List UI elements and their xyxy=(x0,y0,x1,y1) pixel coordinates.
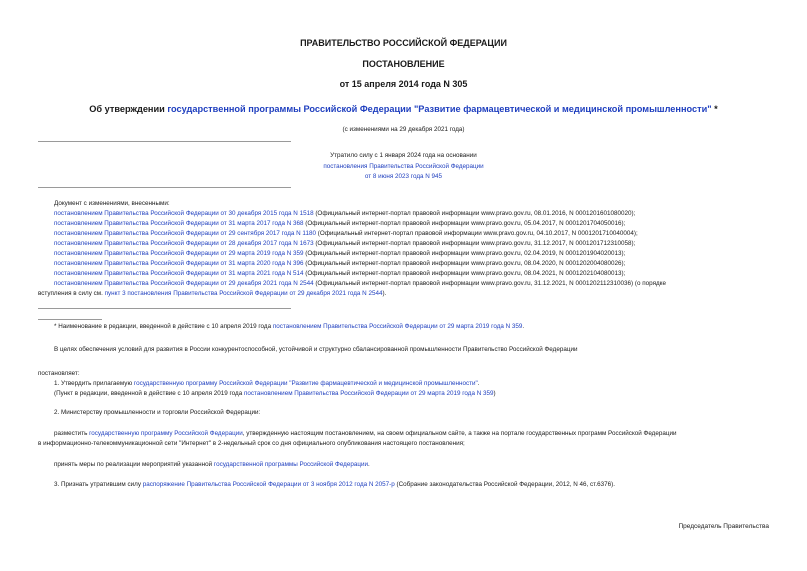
document-title xyxy=(0,104,807,114)
change-source: (Официальный интернет-портал правовой информации www.pravo.gov.ru, 31.12.2017, N 0001201712310058); xyxy=(313,240,636,247)
change-item-continuation xyxy=(38,290,386,298)
entry-into-force-link[interactable]: пункт 3 постановления Правительства Российской Федерации от 29 декабря 2021 года N 2544 xyxy=(104,290,383,297)
footnote xyxy=(54,323,524,331)
change-item xyxy=(54,280,666,288)
change-link[interactable]: постановлением Правительства Российской Федерации от 29 марта 2019 года N 359 xyxy=(54,250,304,257)
paragraph-2: 2. Министерству промышленности и торговли Российской Федерации: xyxy=(54,409,261,416)
change-link[interactable]: постановлением Правительства Российской Федерации от 31 марта 2020 года N 396 xyxy=(54,260,304,267)
paragraph-1-note xyxy=(54,390,496,398)
footnote-link[interactable]: постановлением Правительства Российской Федерации от 29 марта 2019 года N 359 xyxy=(272,323,523,330)
change-link[interactable]: постановлением Правительства Российской Федерации от 28 декабря 2017 года N 1673 xyxy=(54,240,314,247)
p2a-rest: , утвержденную настоящим постановлением, на своем официальном сайте, а также на портале государственных программ Российской Федерации xyxy=(242,430,677,437)
document-date-number: от 15 апреля 2014 года N 305 xyxy=(339,79,468,89)
preamble: В целях обеспечения условий для развития в России конкурентоспособной, устойчивой и структурно сбалансированной промышленности Правительство Российской Федерации xyxy=(54,346,578,353)
title-suffix: * xyxy=(711,104,718,114)
change-link[interactable]: постановлением Правительства Российской Федерации от 31 марта 2017 года N 368 xyxy=(54,220,304,227)
p1-note-text: (Пункт в редакции, введенной в действие с 10 апреля 2019 года xyxy=(54,390,244,397)
revision-note: (с изменениями на 29 декабря 2021 года) xyxy=(342,126,465,133)
title-program-link[interactable]: государственной программы Российской Федерации "Развитие фармацевтической и медицинской промышленности" xyxy=(167,104,712,114)
p2b-text: принять меры по реализации мероприятий указанной xyxy=(54,461,214,468)
p1-end: . xyxy=(477,380,480,387)
footnote-divider xyxy=(38,319,102,320)
document-type: ПОСТАНОВЛЕНИЕ xyxy=(362,59,445,69)
change-item xyxy=(54,260,625,268)
divider xyxy=(38,141,291,142)
change-source: (Официальный интернет-портал правовой информации www.pravo.gov.ru, 31.12.2021, N 0001202112310036) (о порядке xyxy=(313,280,666,287)
p3-rest: (Собрание законодательства Российской Федерации, 2012, N 46, ст.6376). xyxy=(394,481,615,488)
issuer-heading: ПРАВИТЕЛЬСТВО РОССИЙСКОЙ ФЕДЕРАЦИИ xyxy=(300,38,507,48)
continuation-end: ). xyxy=(382,290,387,297)
change-source: (Официальный интернет-портал правовой информации www.pravo.gov.ru, 05.04.2017, N 0001201704050016); xyxy=(303,220,626,227)
title-prefix: Об утверждении xyxy=(89,104,168,114)
p2b-program-link[interactable]: государственной программы Российской Федерации xyxy=(213,461,369,468)
p2a-program-link[interactable]: государственную программу Российской Федерации xyxy=(89,430,243,437)
p1-text: 1. Утвердить прилагаемую xyxy=(54,380,134,387)
change-source: (Официальный интернет-портал правовой информации www.pravo.gov.ru, 08.04.2020, N 0001202004080026); xyxy=(303,260,626,267)
expired-link-date[interactable]: от 8 июня 2023 года N 945 xyxy=(364,173,443,180)
change-item xyxy=(54,240,635,248)
p2b-end: . xyxy=(368,461,370,468)
p3-text: 3. Признать утратившим силу xyxy=(54,481,143,488)
paragraph-2a-continuation: в информационно-телекоммуникационной сети "Интернет" в 2-недельный срок со дня официального опубликования настоящего постановления; xyxy=(38,440,465,447)
change-item xyxy=(54,220,625,228)
paragraph-2a xyxy=(54,430,677,438)
change-item xyxy=(54,250,625,258)
change-link[interactable]: постановлением Правительства Российской Федерации от 30 декабря 2015 года N 1518 xyxy=(54,210,314,217)
change-source: (Официальный интернет-портал правовой информации www.pravo.gov.ru, 08.01.2016, N 0001201601080020); xyxy=(313,210,636,217)
change-source: (Официальный интернет-портал правовой информации www.pravo.gov.ru, 04.10.2017, N 0001201710040004); xyxy=(315,230,638,237)
divider xyxy=(38,308,291,309)
decrees: постановляет: xyxy=(38,370,80,377)
footnote-end: . xyxy=(522,323,525,330)
p2a-text: разместить xyxy=(54,430,90,437)
change-link[interactable]: постановлением Правительства Российской Федерации от 29 сентября 2017 года N 1180 xyxy=(54,230,316,237)
signature-title: Председатель Правительства xyxy=(678,523,769,530)
change-source: (Официальный интернет-портал правовой информации www.pravo.gov.ru, 08.04.2021, N 0001202104080013); xyxy=(303,270,626,277)
change-item xyxy=(54,230,638,238)
paragraph-1 xyxy=(54,380,480,388)
expired-line-1: Утратило силу с 1 января 2024 года на основании xyxy=(330,152,477,159)
changes-intro: Документ с изменениями, внесенными: xyxy=(54,200,170,207)
change-link[interactable]: постановлением Правительства Российской Федерации от 29 декабря 2021 года N 2544 xyxy=(54,280,314,287)
paragraph-2b xyxy=(54,461,370,469)
change-link[interactable]: постановлением Правительства Российской Федерации от 31 марта 2021 года N 514 xyxy=(54,270,304,277)
paragraph-3 xyxy=(54,481,615,489)
p1-note-link[interactable]: постановлением Правительства Российской Федерации от 29 марта 2019 года N 359 xyxy=(243,390,494,397)
p3-order-link[interactable]: распоряжение Правительства Российской Федерации от 3 ноября 2012 года N 2057-р xyxy=(142,481,395,488)
divider xyxy=(38,187,291,188)
change-item xyxy=(54,270,625,278)
p1-program-link[interactable]: государственную программу Российской Федерации "Развитие фармацевтической и медицинской промышленности" xyxy=(133,380,478,387)
expired-link[interactable]: постановления Правительства Российской Федерации xyxy=(323,163,484,170)
continuation-text: вступления в силу см. xyxy=(38,290,105,297)
change-item xyxy=(54,210,635,218)
footnote-text: * Наименование в редакции, введенной в действие с 10 апреля 2019 года xyxy=(54,323,273,330)
change-source: (Официальный интернет-портал правовой информации www.pravo.gov.ru, 02.04.2019, N 0001201904020013); xyxy=(303,250,626,257)
p1-note-end: ) xyxy=(493,390,496,397)
